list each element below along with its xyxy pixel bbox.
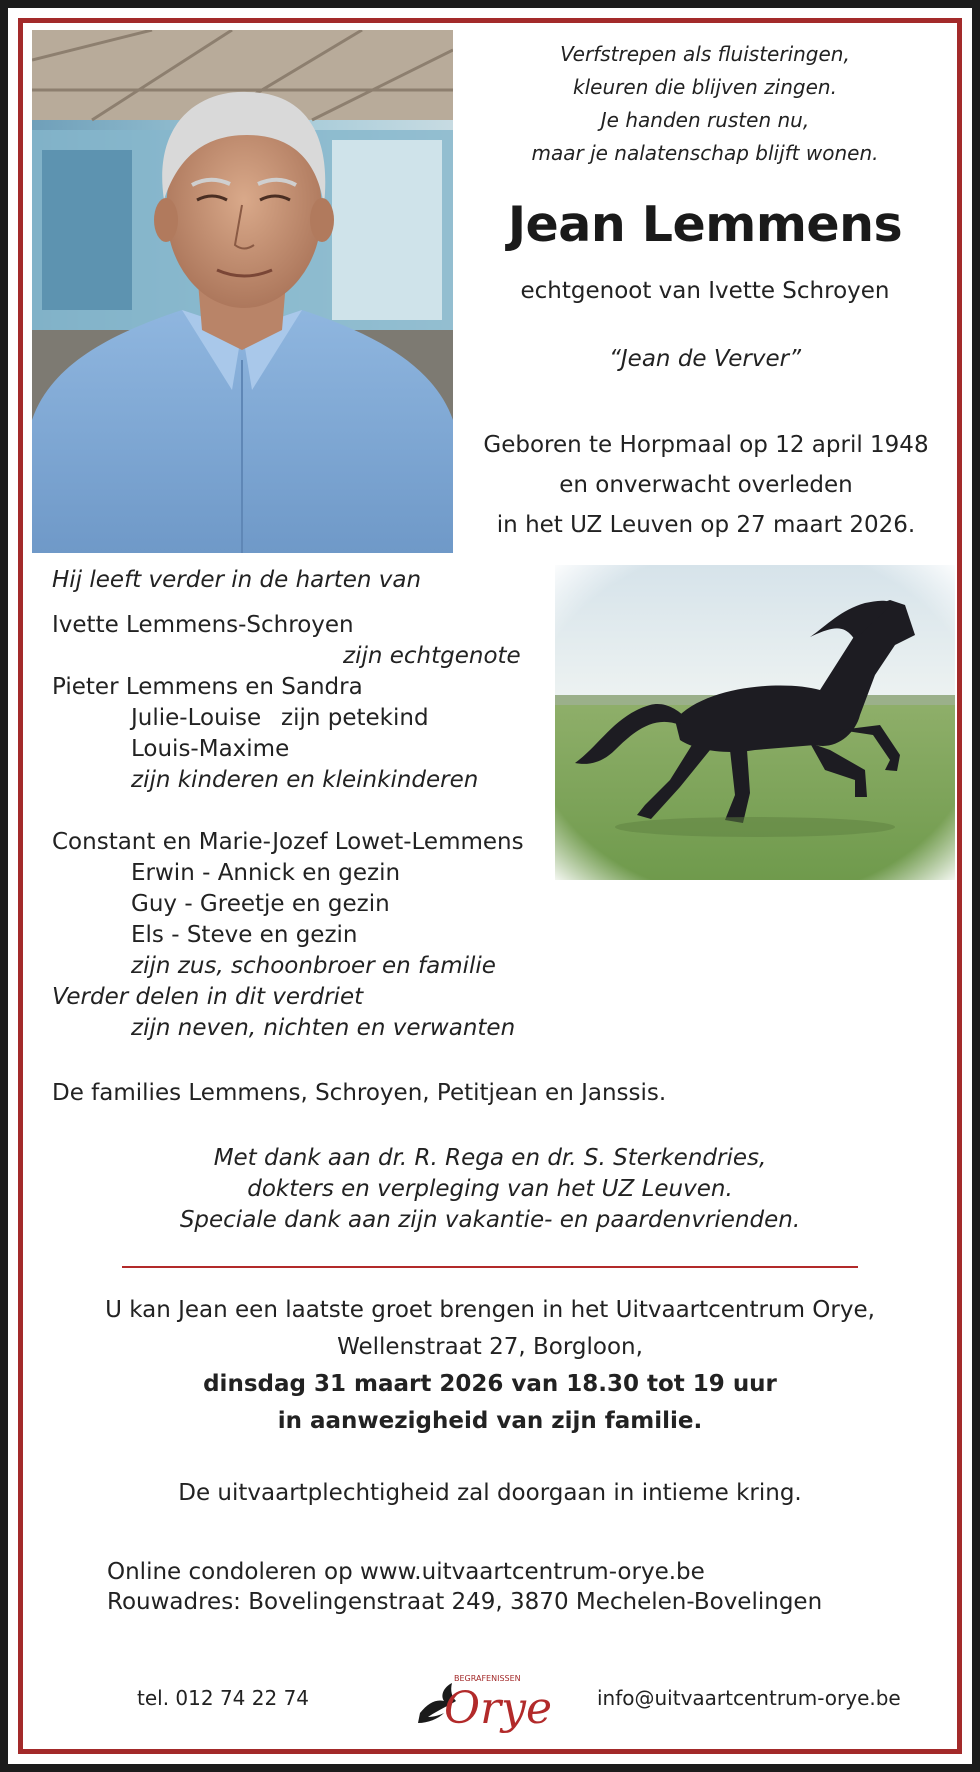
thanks-line: Met dank aan dr. R. Rega en dr. S. Sterkendries, <box>213 1145 767 1171</box>
family-member: Els - Steve en gezin <box>131 922 358 948</box>
portrait-photo <box>32 30 453 553</box>
family-member: Erwin - Annick en gezin <box>131 860 401 886</box>
visit-datetime: dinsdag 31 maart 2026 van 18.30 tot 19 uur <box>203 1371 777 1397</box>
poem-line: Verfstrepen als fluisteringen, <box>560 42 850 66</box>
email-address[interactable]: info@uitvaartcentrum-orye.be <box>597 1686 901 1710</box>
divider <box>122 1266 858 1268</box>
contact-info <box>107 1557 822 1617</box>
family-list <box>52 565 524 1044</box>
family-further: Verder delen in dit verdriet <box>52 984 364 1010</box>
ceremony-line: De uitvaartplechtigheid zal doorgaan in intieme kring. <box>178 1480 802 1506</box>
family-member: Pieter Lemmens en Sandra <box>52 674 363 700</box>
family-member: Guy - Greetje en gezin <box>131 891 390 917</box>
poem-line: maar je nalatenschap blijft wonen. <box>531 141 879 165</box>
poem-line: kleuren die blijven zingen. <box>573 75 837 99</box>
birth-death-info <box>462 425 950 545</box>
logo-big-text: Orye <box>444 1683 553 1734</box>
spacer <box>52 796 524 827</box>
born-line: in het UZ Leuven op 27 maart 2026. <box>496 512 916 538</box>
nickname: “Jean de Verver” <box>608 346 802 372</box>
thanks-line: Speciale dank aan zijn vakantie- en paardenvrienden. <box>179 1207 801 1233</box>
mourning-address: Rouwadres: Bovelingenstraat 249, 3870 Mechelen-Bovelingen <box>107 1589 823 1615</box>
logo-small-text: BEGRAFENISSEN <box>454 1674 521 1683</box>
spouse-line: echtgenoot van Ivette Schroyen <box>520 278 890 304</box>
visit-line: Wellenstraat 27, Borgloon, <box>337 1334 643 1360</box>
family-member-row <box>52 703 524 734</box>
born-line: en onverwacht overleden <box>559 472 853 498</box>
horse-photo <box>555 565 955 880</box>
poem <box>480 38 930 170</box>
family-member: Julie-Louise <box>131 705 262 731</box>
visitation-info <box>30 1292 950 1440</box>
thanks-line: dokters en verpleging van het UZ Leuven. <box>247 1176 733 1202</box>
born-line: Geboren te Horpmaal op 12 april 1948 <box>483 432 929 458</box>
family-role: zijn kinderen en kleinkinderen <box>131 767 479 793</box>
phone-number[interactable]: tel. 012 74 22 74 <box>137 1686 310 1710</box>
visit-note: in aanwezigheid van zijn familie. <box>277 1408 703 1434</box>
family-role: zijn neven, nichten en verwanten <box>131 1015 516 1041</box>
family-intro: Hij leeft verder in de harten van <box>52 567 422 593</box>
family-role: zijn zus, schoonbroer en familie <box>131 953 496 979</box>
online-condolence[interactable]: Online condoleren op www.uitvaartcentrum-orye.be <box>107 1559 705 1585</box>
family-member: Constant en Marie-Jozef Lowet-Lemmens <box>52 829 524 855</box>
family-member: Ivette Lemmens-Schroyen <box>52 612 354 638</box>
thanks <box>60 1143 920 1236</box>
poem-line: Je handen rusten nu, <box>600 108 810 132</box>
deceased-name: Jean Lemmens <box>507 196 903 253</box>
family-role: zijn petekind <box>281 705 429 731</box>
families-line: De families Lemmens, Schroyen, Petitjean en Janssis. <box>52 1080 667 1106</box>
orye-logo <box>414 1673 564 1735</box>
visit-line: U kan Jean een laatste groet brengen in het Uitvaartcentrum Orye, <box>105 1297 875 1323</box>
family-role: zijn echtgenote <box>343 643 521 669</box>
family-member: Louis-Maxime <box>131 736 290 762</box>
